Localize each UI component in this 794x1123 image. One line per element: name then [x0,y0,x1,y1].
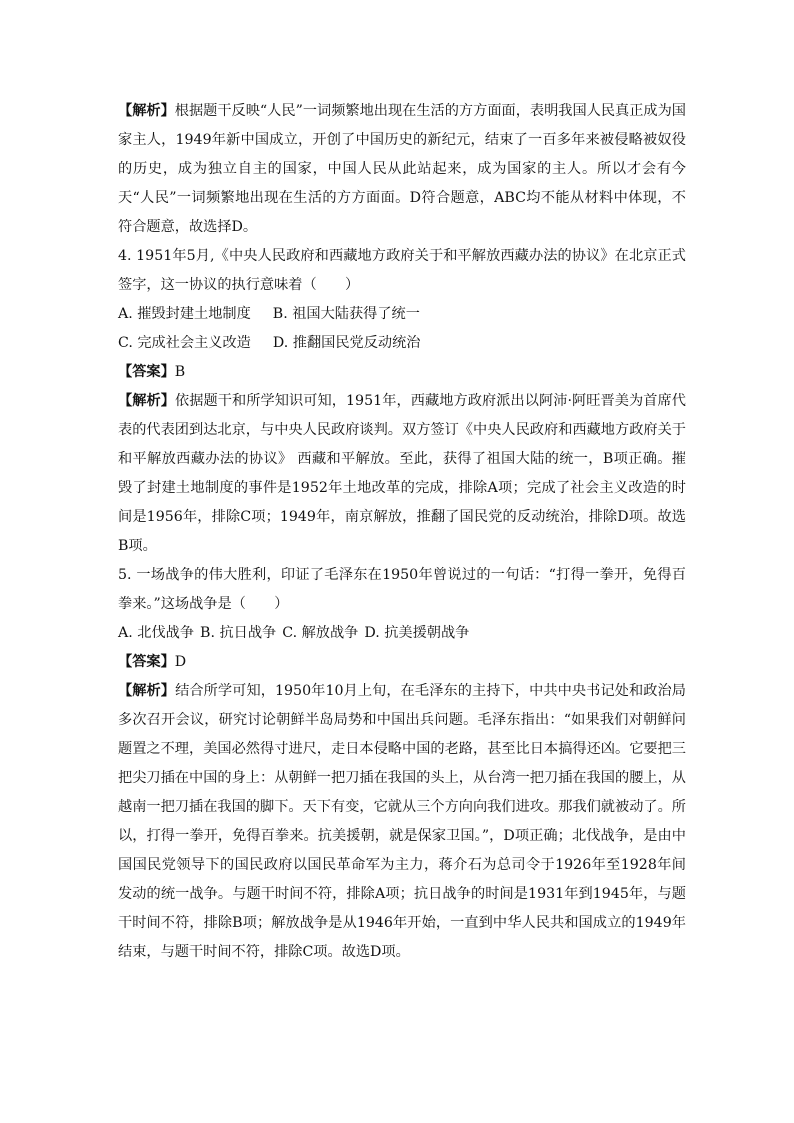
q5-option-c: C. 解放战争 [282,625,359,641]
answer-tag: 【答案】 [118,654,175,670]
document-page [118,97,686,967]
q5-options-row [118,619,686,648]
analysis-text: 根据题干反映“人民”一词频繁地出现在生活的方方面面，表明我国人民真正成为国家主人，1949年新中国成立，开创了中国历史的新纪元，结束了一百多年来被侵略被奴役的历史，成为独立自主的国家，中国人民从此站起来，成为国家的主人。所以才会有今天“人民”一词频繁地出现在生活的方方面面。D符合题意，ABC均不能从材料中体现，不符合题意，故选择D。 [118,103,686,235]
q4-answer [118,358,686,387]
q4-analysis [118,387,686,561]
analysis-text: 结合所学可知，1950年10月上旬，在毛泽东的主持下，中共中央书记处和政治局多次召开会议，研究讨论朝鲜半岛局势和中国出兵问题。毛泽东指出：“如果我们对朝鲜问题置之不理，美国必然得寸进尺，走日本侵略中国的老路，甚至比日本搞得还凶。它要把三把尖刀插在中国的身上：从朝鲜一把刀插在我国的头上，从台湾一把刀插在我国的腰上，从越南一把刀插在我国的脚下。天下有变，它就从三个方向向我们进攻。那我们就被动了。所以，打得一拳开，免得百拳来。抗美援朝，就是保家卫国。”，D项正确；北伐战争，是由中国国民党领导下的国民政府以国民革命军为主力，蒋介石为总司令于1926年至1928年间发动的统一战争。与题干时间不符，排除A项；抗日战争的时间是1931年到1945年，与题干时间不符，排除B项；解放战争是从1946年开始，一直到中华人民共和国成立的1949年结束，与题干时间不符，排除C项。故选D项。 [118,683,686,960]
q4-options-row-1 [118,300,686,329]
analysis-tag: 【解析】 [118,683,176,699]
analysis-tag: 【解析】 [118,103,175,119]
q5-option-a: A. 北伐战争 [118,625,195,641]
q4-option-b: B. 祖国大陆获得了统一 [272,306,420,322]
analysis-text: 依据题干和所学知识可知，1951年，西藏地方政府派出以阿沛·阿旺晋美为首席代表的代表团到达北京，与中央人民政府谈判。双方签订《中央人民政府和西藏地方政府关于和平解放西藏办法的协议》 西藏和平解放。至此，获得了祖国大陆的统一，B项正确。摧毁了封建土地制度的事件是1952年土地改革的完成，排除A项；完成了社会主义改造的时间是1956年，排除C项；1949年，南京解放，推翻了国民党的反动统治，排除D项。故选B项。 [118,393,686,554]
q5-answer [118,648,686,677]
q5-analysis [118,677,686,967]
q4-option-c: C. 完成社会主义改造 [118,335,251,351]
answer-tag: 【答案】 [118,364,175,380]
q4-options-row-2 [118,329,686,358]
analysis-tag: 【解析】 [118,393,176,409]
answer-value: B [174,364,186,380]
q3-analysis [118,97,686,242]
q4-option-a: A. 摧毁封建土地制度 [118,306,251,322]
q5-option-d: D. 抗美援朝战争 [364,625,470,641]
q5-stem: 5. 一场战争的伟大胜利，印证了毛泽东在1950年曾说过的一句话：“打得一拳开，免得百拳来。”这场战争是（ ） [118,567,686,612]
answer-value: D [174,654,187,670]
q4-option-d: D. 推翻国民党反动统治 [272,335,421,351]
q4-stem: 4. 1951年5月,《中央人民政府和西藏地方政府关于和平解放西藏办法的协议》在北京正式签字，这一协议的执行意味着（ ） [118,248,686,293]
q5-option-b: B. 抗日战争 [200,625,277,641]
